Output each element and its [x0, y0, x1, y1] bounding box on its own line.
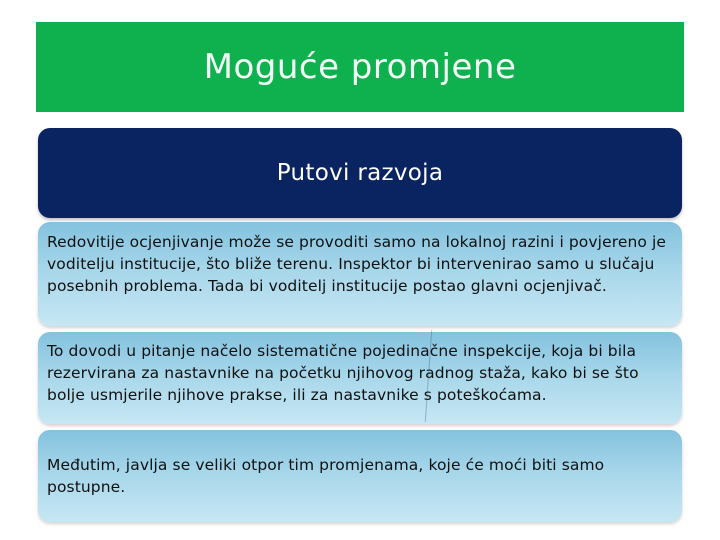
slide-title: Moguće promjene [203, 47, 517, 87]
header-box [38, 128, 682, 218]
section-header: Putovi razvoja [276, 160, 444, 186]
paragraph-3: Međutim, javlja se veliki otpor tim promjenama, koje će moći biti samo postupne. [47, 456, 605, 496]
title-bar [36, 22, 684, 112]
content-box-3 [38, 430, 682, 522]
content-box-1 [38, 222, 682, 326]
paragraph-2: To dovodi u pitanje načelo sistematične pojedinačne inspekcije, koja bi bila rezervirana za nastavnike na početku njihovog radnog staža, kako bi se što bolje usmjerile njihove prakse, ili za nastavnike s poteškoćama. [47, 342, 639, 404]
paragraph-1: Redovitije ocjenjivanje može se provoditi samo na lokalnoj razini i povjereno je voditelju institucije, što bliže terenu. Inspektor bi intervenirao samo u slučaju posebnih problema. Tada bi voditelj institucije postao glavni ocjenjivač. [47, 233, 667, 295]
content-box-2 [38, 332, 682, 424]
